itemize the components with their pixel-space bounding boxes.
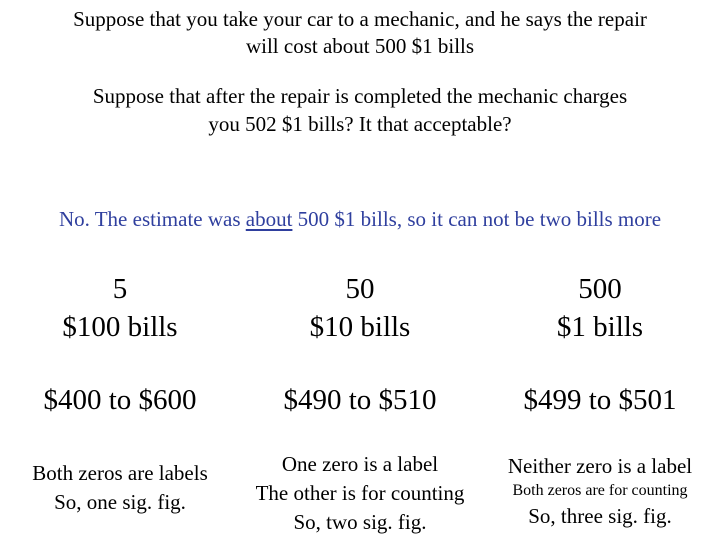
column-2-bills — [240, 270, 480, 346]
column-3-explanation — [480, 452, 720, 530]
column-2-explanation-line-1: One zero is a label — [281, 452, 439, 476]
column-1-denomination: $100 bills — [62, 311, 178, 343]
column-2-explanation-line-3: So, two sig. fig. — [293, 510, 427, 534]
column-2-explanation-line-2: The other is for counting — [255, 481, 465, 505]
answer-text-after: 500 $1 bills, so it can not be two bills more — [292, 207, 662, 231]
column-3-explanation-line-3: So, three sig. fig. — [528, 504, 672, 528]
column-2-range: $490 to $510 — [283, 384, 437, 416]
column-2-count: 50 — [345, 273, 375, 305]
column-3-explanation-line-2: Both zeros are for counting — [512, 482, 688, 499]
column-2-denomination: $10 bills — [309, 311, 411, 343]
question-2 — [0, 82, 720, 138]
column-1-explanation-line-1: Both zeros are labels — [32, 461, 208, 485]
question-2-line-2: you 502 $1 bills? It that acceptable? — [208, 112, 512, 136]
answer-line — [0, 205, 720, 233]
column-1-explanation-line-2: So, one sig. fig. — [54, 490, 186, 514]
column-1-count: 5 — [112, 273, 128, 305]
question-1-line-1: Suppose that you take your car to a mechanic, and he says the repair — [73, 7, 647, 31]
column-3-explanation-line-1: Neither zero is a label — [507, 454, 693, 478]
column-1-bills — [0, 270, 240, 346]
column-3-denomination: $1 bills — [556, 311, 644, 343]
column-2-explanation — [240, 450, 480, 537]
answer-text-before: No. The estimate was — [58, 207, 246, 231]
column-1-range: $400 to $600 — [43, 384, 197, 416]
column-3-count: 500 — [578, 273, 622, 305]
column-3-bills — [480, 270, 720, 346]
column-1-explanation — [0, 459, 240, 517]
column-3-range: $499 to $501 — [523, 384, 677, 416]
question-1 — [0, 6, 720, 60]
question-2-line-1: Suppose that after the repair is completed the mechanic charges — [92, 84, 628, 108]
question-1-line-2: will cost about 500 $1 bills — [245, 34, 475, 58]
answer-underlined-word: about — [245, 207, 293, 231]
